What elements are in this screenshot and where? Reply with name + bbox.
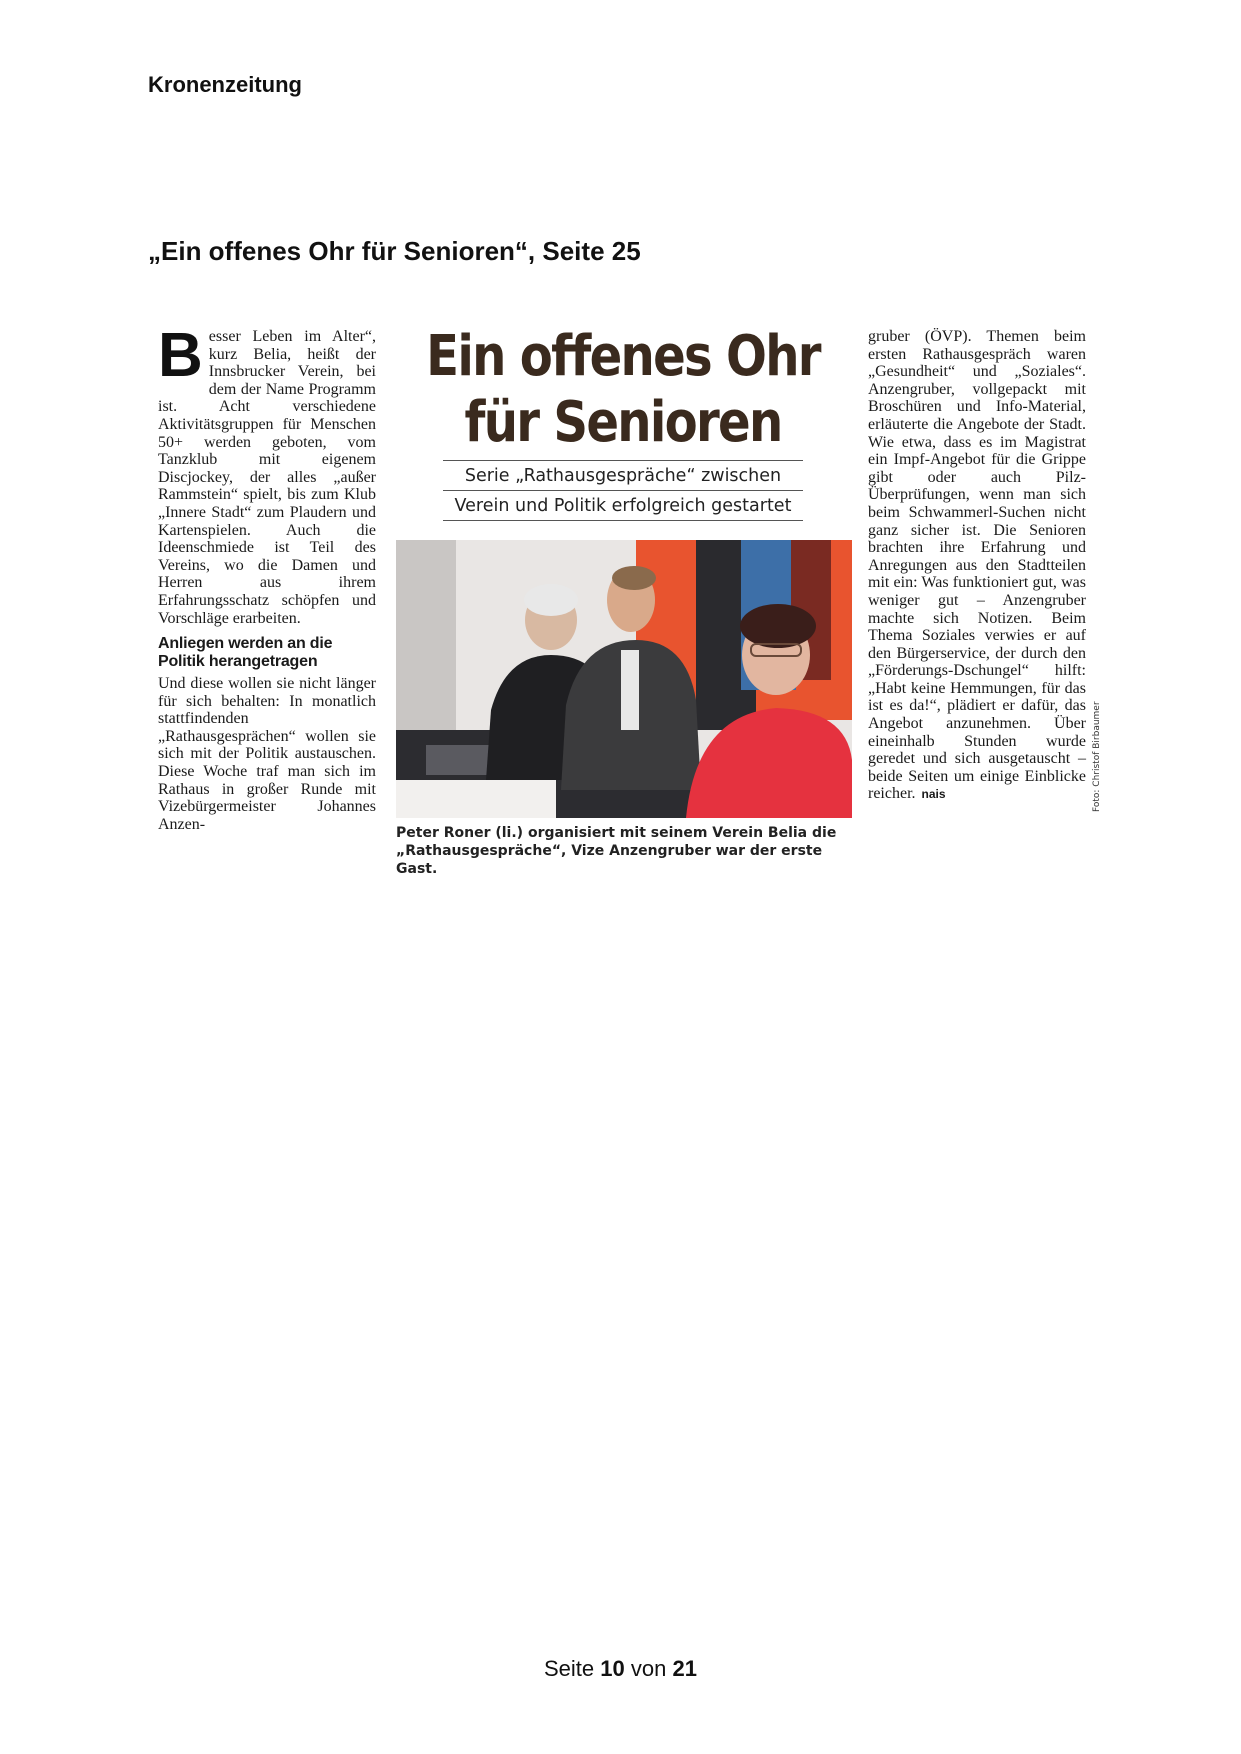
- article-deck: [443, 460, 803, 521]
- page-footer: [0, 1656, 1241, 1682]
- total-page-count: 21: [672, 1656, 697, 1681]
- article-column-left: [158, 321, 376, 833]
- drop-cap: B: [158, 321, 203, 390]
- photo-credit-text: Foto: Christof Birbaumer: [1092, 701, 1102, 812]
- body-paragraph-right: [868, 328, 1086, 804]
- source-name: Kronenzeitung: [148, 72, 302, 97]
- intro-paragraph: [158, 321, 376, 627]
- body-text-right: gruber (ÖVP). Themen beim ersten Rathausgespräch waren „Gesundheit“ und „Soziales“. Anzengruber, vollgepackt mit Broschüren und Info-Material, erläuterte die Angebote der Stadt. Wie etwa, dass es im Magistrat ein Impf-Angebot für die Grippe gibt oder auch Pilz-Überprüfungen, wenn man sich beim Schwammerl-Suchen nicht ganz sicher ist. Die Senioren brachten ihre Erfahrung und Anregungen aus den Stadtteilen mit ein: Was funktioniert gut, was weniger gut – Anzengruber machte sich Notizen. Beim Thema Soziales verwies er auf den Bürgerservice, der durch den „Förderungs-Dschungel“ hilft: „Habt keine Hemmungen, für das ist es da!“, plädiert er dafür, das Angebot anzunehmen. Über eineinhalb Stunden wurde geredet und sich ausgetauscht – beide Seiten um einige Einblicke reicher.: [868, 328, 1086, 803]
- footer-prefix: Seite: [544, 1656, 595, 1681]
- headline-line-1: Ein offenes Ohr: [426, 324, 820, 389]
- article-subheading: Anliegen werden an die Politik herangetragen: [158, 635, 333, 671]
- article-column-right: [868, 328, 1086, 804]
- footer-middle: von: [630, 1656, 667, 1681]
- photo-caption: Peter Roner (li.) organisiert mit seinem Verein Belia die „Rathausgespräche“, Vize Anzengruber war der erste Gast.: [396, 825, 837, 877]
- article-headline: [426, 322, 820, 456]
- document-title: „Ein offenes Ohr für Senioren“, Seite 25: [148, 236, 641, 266]
- photo-credit: [1092, 692, 1104, 812]
- article-photo: [396, 540, 852, 818]
- deck-line-1: Serie „Rathausgespräche“ zwischen: [443, 460, 803, 490]
- deck-line-2: Verein und Politik erfolgreich gestartet: [443, 490, 803, 521]
- newspaper-clipping: [152, 321, 1102, 877]
- body-paragraph-left: Und diese wollen sie nicht länger für sich behalten: In monatlich stattfindenden „Rathausgesprächen“ wollen sie sich mit der Politik austauschen. Diese Woche traf man sich im Rathaus in großer Runde mit Vizebürgermeister Johannes Anzen-: [158, 675, 376, 833]
- author-byline: nais: [921, 787, 946, 802]
- current-page-number: 10: [600, 1656, 625, 1681]
- headline-line-2: für Senioren: [464, 390, 782, 455]
- intro-text: esser Leben im Alter“, kurz Belia, heißt der Innsbrucker Verein, bei dem der Name Programm ist. Acht verschiedene Aktivitätsgruppen für Menschen 50+ werden geboten, vom Tanzklub mit eigenem Discjockey, der alles „außer Rammstein“ spielt, bis zum Klub „Innere Stadt“ zum Plaudern und Kartenspielen. Auch die Ideenschmiede ist Teil des Vereins, wo die Damen und Herren aus ihrem Erfahrungsschatz schöpfen und Vorschläge erarbeiten.: [158, 328, 376, 627]
